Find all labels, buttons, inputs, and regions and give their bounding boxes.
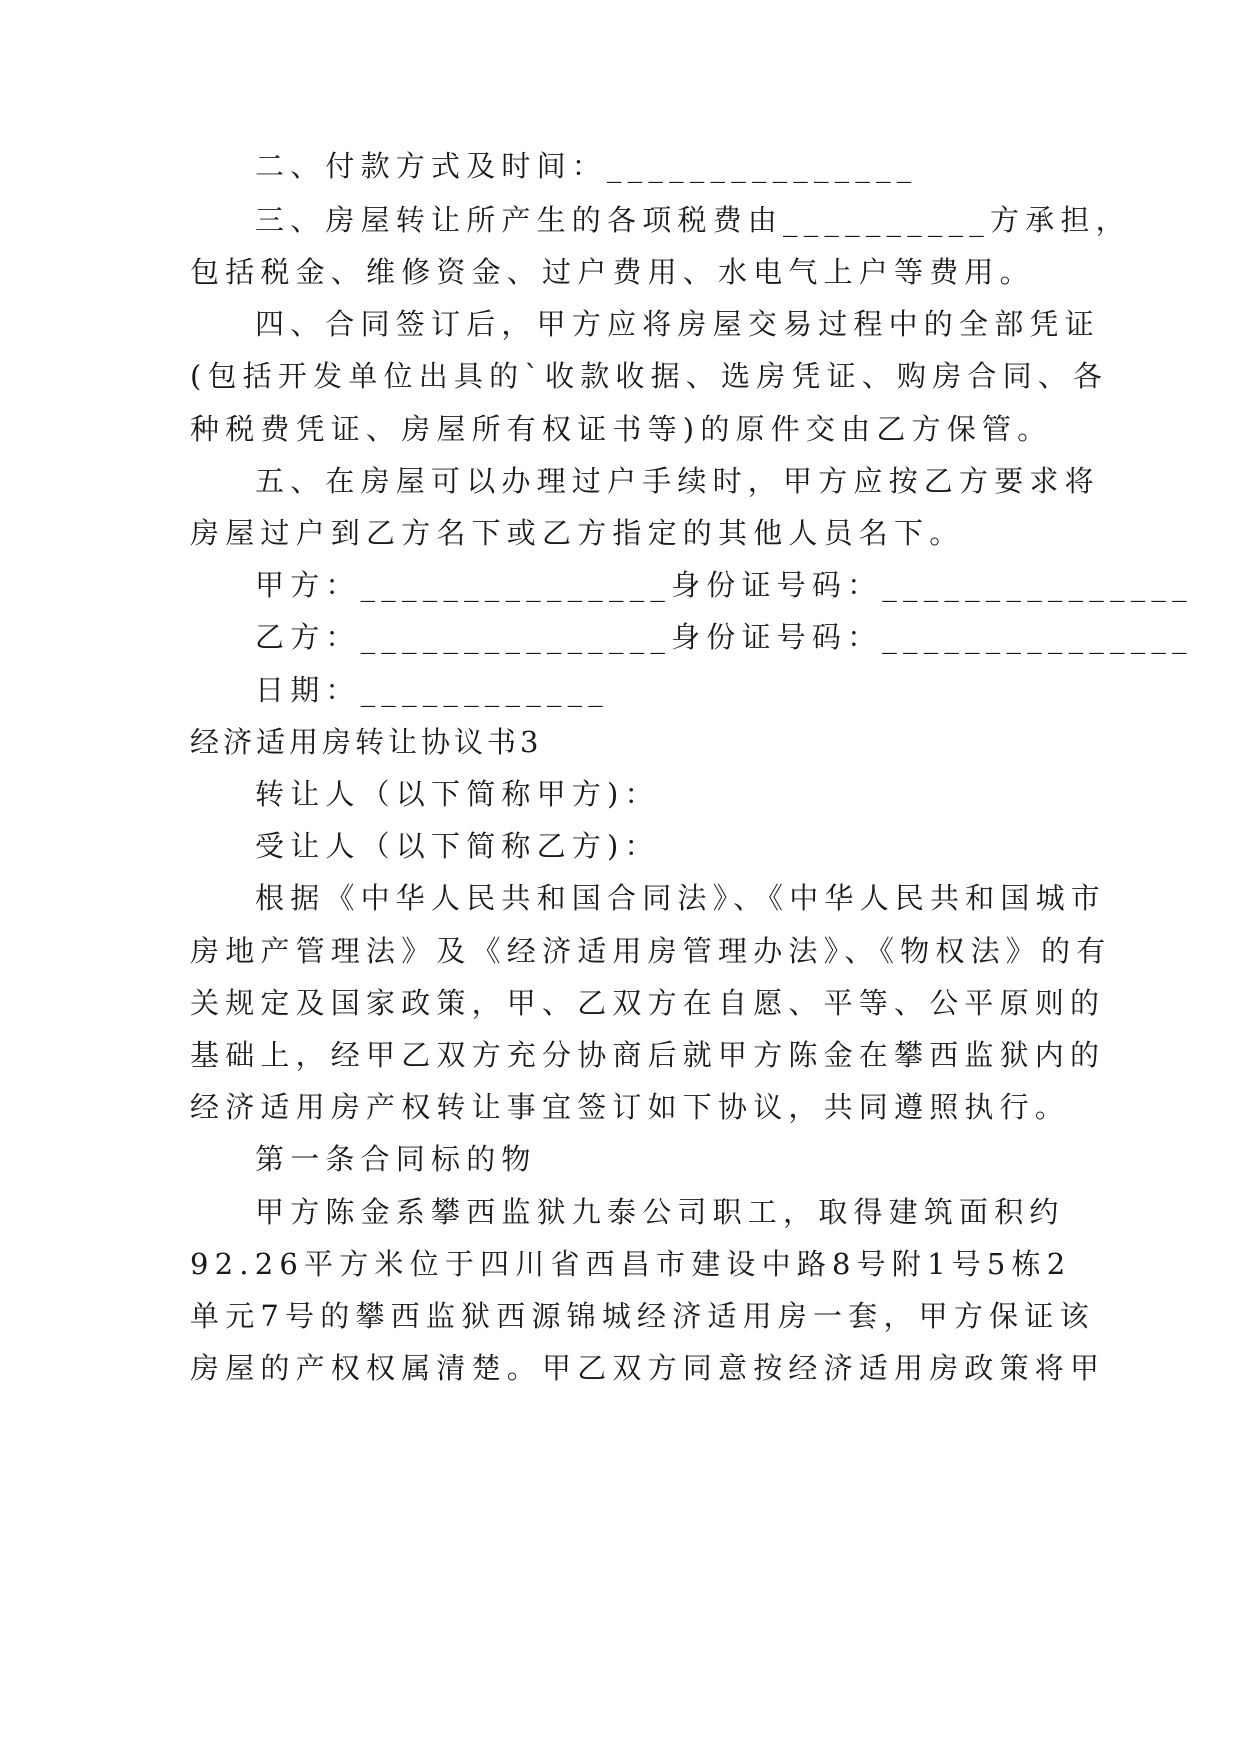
clause-transfer: 五、在房屋可以办理过户手续时，甲方应按乙方要求将	[255, 464, 1100, 498]
transferor-line: 转让人（以下简称甲方)：	[255, 777, 660, 811]
article-1-heading: 第一条合同标的物	[255, 1142, 537, 1176]
clause-documents-cont-2: 种税费凭证、房屋所有权证书等)的原件交由乙方保管。	[190, 412, 1053, 446]
clause-payment-method: 二、付款方式及时间：_______________	[255, 149, 918, 183]
clause-transfer-cont: 房屋过户到乙方名下或乙方指定的其他人员名下。	[190, 516, 965, 550]
party-b-signature-line: 乙方：_______________身份证号码：_______________	[255, 620, 1193, 654]
agreement-title: 经济适用房转让协议书3	[190, 725, 543, 759]
clause-documents-cont-1: (包括开发单位出具的`收款收据、选房凭证、购房合同、各	[190, 359, 1109, 393]
preamble-1: 根据《中华人民共和国合同法》、《中华人民共和国城市	[255, 881, 1107, 915]
article-1-body-3: 单元7号的攀西监狱西源锦城经济适用房一套，甲方保证该	[190, 1299, 1095, 1333]
transferee-line: 受让人（以下简称乙方)：	[255, 829, 660, 863]
preamble-4: 基础上，经甲乙双方充分协商后就甲方陈金在攀西监狱内的	[190, 1038, 1106, 1072]
preamble-2: 房地产管理法》及《经济适用房管理办法》、《物权法》的有	[190, 934, 1112, 968]
preamble-3: 关规定及国家政策，甲、乙双方在自愿、平等、公平原则的	[190, 986, 1106, 1020]
article-1-body-2: 92.26平方米位于四川省西昌市建设中路8号附1号5栋2	[190, 1247, 1072, 1281]
article-1-body-1: 甲方陈金系攀西监狱九泰公司职工，取得建筑面积约	[255, 1195, 1065, 1229]
clause-tax-burden: 三、房屋转让所产生的各项税费由__________方承担，	[255, 203, 1131, 237]
clause-documents: 四、合同签订后，甲方应将房屋交易过程中的全部凭证	[255, 307, 1100, 341]
article-1-body-4: 房屋的产权权属清楚。甲乙双方同意按经济适用房政策将甲	[190, 1351, 1106, 1385]
preamble-5: 经济适用房产权转让事宜签订如下协议，共同遵照执行。	[190, 1090, 1071, 1124]
party-a-signature-line: 甲方：_______________身份证号码：_______________	[255, 568, 1193, 602]
date-line: 日期：____________	[255, 673, 610, 707]
clause-tax-burden-cont: 包括税金、维修资金、过户费用、水电气上户等费用。	[190, 255, 1035, 289]
